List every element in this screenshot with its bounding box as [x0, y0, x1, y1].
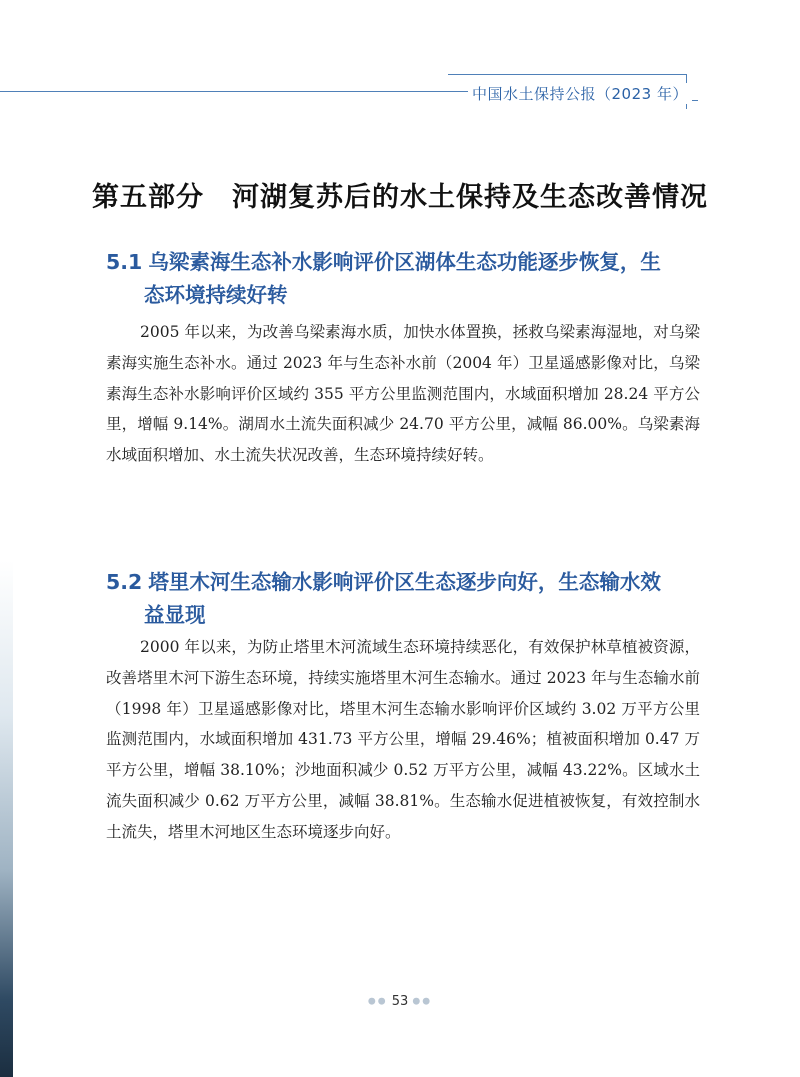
section-body-5-2	[106, 632, 700, 848]
section-heading-5-1	[106, 246, 706, 312]
section-heading-line1: 乌梁素海生态补水影响评价区湖体生态功能逐步恢复，生	[148, 250, 661, 274]
dots-right: ●●	[412, 996, 433, 1007]
part-title: 第五部分 河湖复苏后的水土保持及生态改善情况	[92, 182, 708, 213]
section-body-text: 2005 年以来，为改善乌梁素海水质，加快水体置换，拯救乌梁素海湿地，对乌梁素海实施生态补水。通过 2023 年与生态补水前（2004 年）卫星遥感影像对比，乌梁素海生态补水影响评价区域约 355 平方公里监测范围内，水域面积增加 28.24 平方公里，增幅 9.14%。湖周水土流失面积减少 24.70 平方公里，减幅 86.00%。乌梁素海水域面积增加、水土流失状况改善，生态环境持续好转。	[106, 323, 700, 465]
section-number: 5.2	[106, 570, 143, 594]
page-footer	[0, 994, 800, 1009]
section-heading-line1: 塔里木河生态输水影响评价区生态逐步向好，生态输水效	[148, 570, 661, 594]
page-number: 53	[391, 994, 409, 1009]
section-number: 5.1	[106, 250, 143, 274]
section-heading-line2: 态环境持续好转	[144, 283, 288, 307]
dots-left: ●●	[367, 996, 388, 1007]
section-heading-5-2	[106, 566, 706, 632]
header-title: 中国水土保持公报（2023 年）	[468, 83, 692, 104]
section-body-text: 2000 年以来，为防止塔里木河流域生态环境持续恶化，有效保护林草植被资源，改善塔里木河下游生态环境，持续实施塔里木河生态输水。通过 2023 年与生态输水前（1998 年）卫星遥感影像对比，塔里木河生态输水影响评价区域约 3.02 万平方公里监测范围内，水域面积增加 431.73 平方公里，增幅 29.46%；植被面积增加 0.47 万平方公里，增幅 38.10%；沙地面积减少 0.52 万平方公里，减幅 43.22%。区域水土流失面积减少 0.62 万平方公里，减幅 38.81%。生态输水促进植被恢复，有效控制水土流失，塔里木河地区生态环境逐步向好。	[106, 638, 700, 841]
section-heading-line2: 益显现	[144, 603, 206, 627]
section-body-5-1	[106, 317, 700, 471]
